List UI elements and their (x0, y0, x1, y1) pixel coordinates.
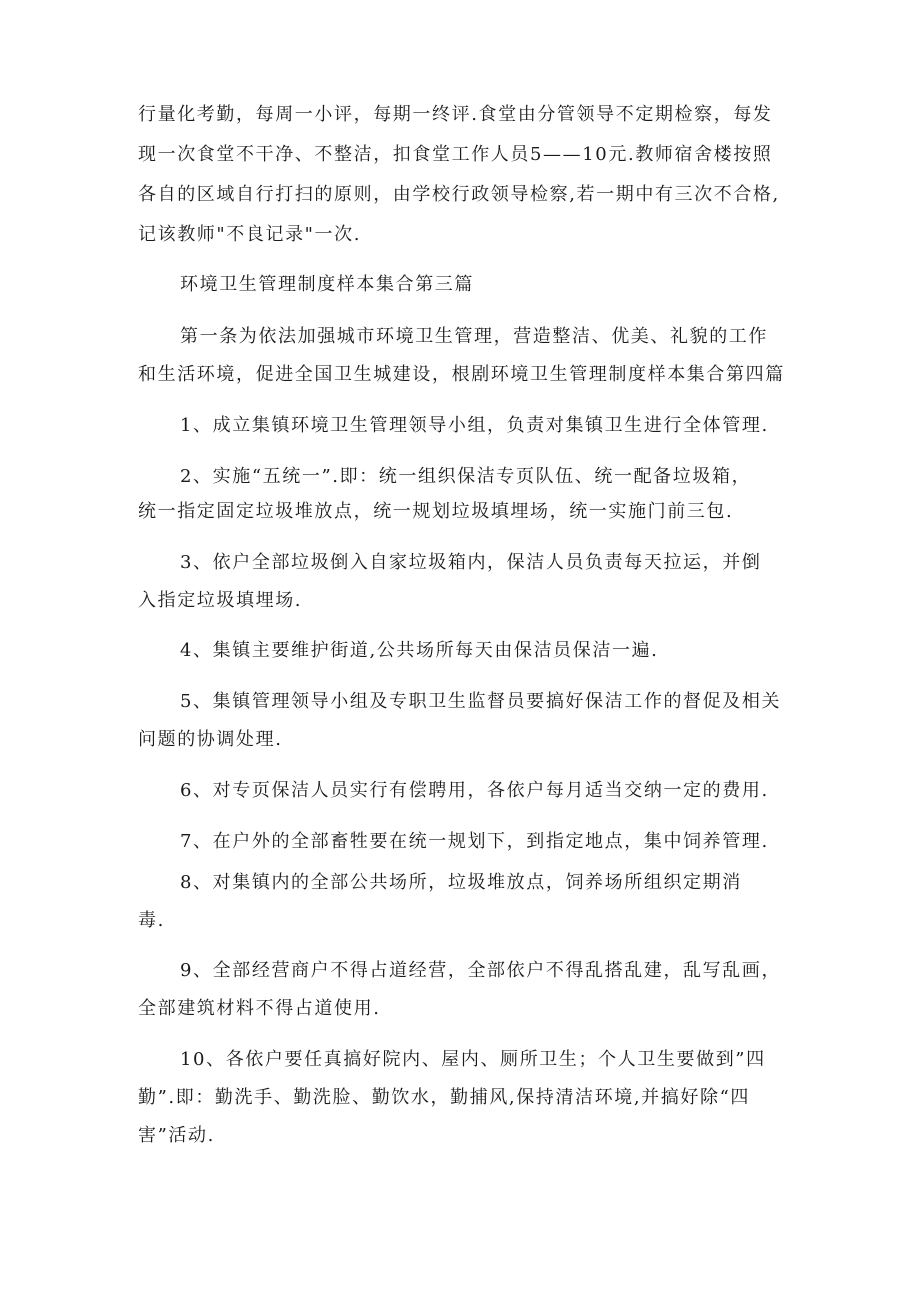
list-item-continuation: 勤”.即：勤洗手、勤洗脸、勤饮水，勤捕风,保持清洁环境,并搞好除“四 (138, 1087, 750, 1108)
list-item-continuation: 全部建筑材料不得占道使用. (138, 998, 381, 1019)
list-item: 10、各依户要任真搞好院内、屋内、厕所卫生；个人卫生要做到”四 (180, 1049, 766, 1070)
list-item: 8、对集镇内的全部公共场所，垃圾堆放点，饲养场所组织定期消 (180, 872, 742, 893)
list-item: 3、依户全部垃圾倒入自家垃圾箱内，保洁人员负责每天拉运，并倒 (180, 552, 762, 573)
paragraph-line: 现一次食堂不干净、不整洁，扣食堂工作人员5——10元.教师宿舍楼按照 (138, 144, 773, 165)
paragraph-line: 行量化考勤，每周一小评，每期一终评.食堂由分管领导不定期检察，每发 (138, 104, 773, 125)
paragraph-line: 记该教师"不良记录"一次. (138, 224, 362, 245)
list-item-continuation: 入指定垃圾填埋场. (138, 590, 303, 611)
list-item: 1、成立集镇环境卫生管理领导小组，负责对集镇卫生进行全体管理. (180, 415, 769, 436)
list-item: 4、集镇主要维护街道,公共场所每天由保洁员保洁一遍. (180, 640, 659, 661)
list-item: 9、全部经营商户不得占道经营，全部依户不得乱搭乱建，乱写乱画， (180, 960, 782, 981)
list-item-continuation: 害”活动. (138, 1125, 215, 1146)
article-one-line: 第一条为依法加强城市环境卫生管理，营造整洁、优美、礼貌的工作 (180, 326, 768, 347)
list-item: 2、实施“五统一”.即：统一组织保洁专页队伍、统一配备垃圾箱， (180, 466, 752, 487)
list-item: 7、在户外的全部畜牲要在统一规划下，到指定地点，集中饲养管理. (180, 831, 769, 852)
article-one-line: 和生活环境，促进全国卫生城建设，根剧环境卫生管理制度样本集合第四篇 (138, 364, 785, 385)
list-item: 5、集镇管理领导小组及专职卫生监督员要搞好保洁工作的督促及相关 (180, 691, 782, 712)
list-item: 6、对专页保洁人员实行有偿聘用，各依户每月适当交纳一定的费用. (180, 780, 769, 801)
list-item-continuation: 统一指定固定垃圾堆放点，统一规划垃圾填埋场，统一实施门前三包. (138, 501, 734, 522)
paragraph-line: 各自的区域自行打扫的原则，由学校行政领导检察,若一期中有三次不合格, (138, 184, 780, 205)
section-heading: 环境卫生管理制度样本集合第三篇 (180, 274, 474, 295)
list-item-continuation: 毒. (138, 910, 165, 931)
list-item-continuation: 问题的协调处理. (138, 729, 283, 750)
